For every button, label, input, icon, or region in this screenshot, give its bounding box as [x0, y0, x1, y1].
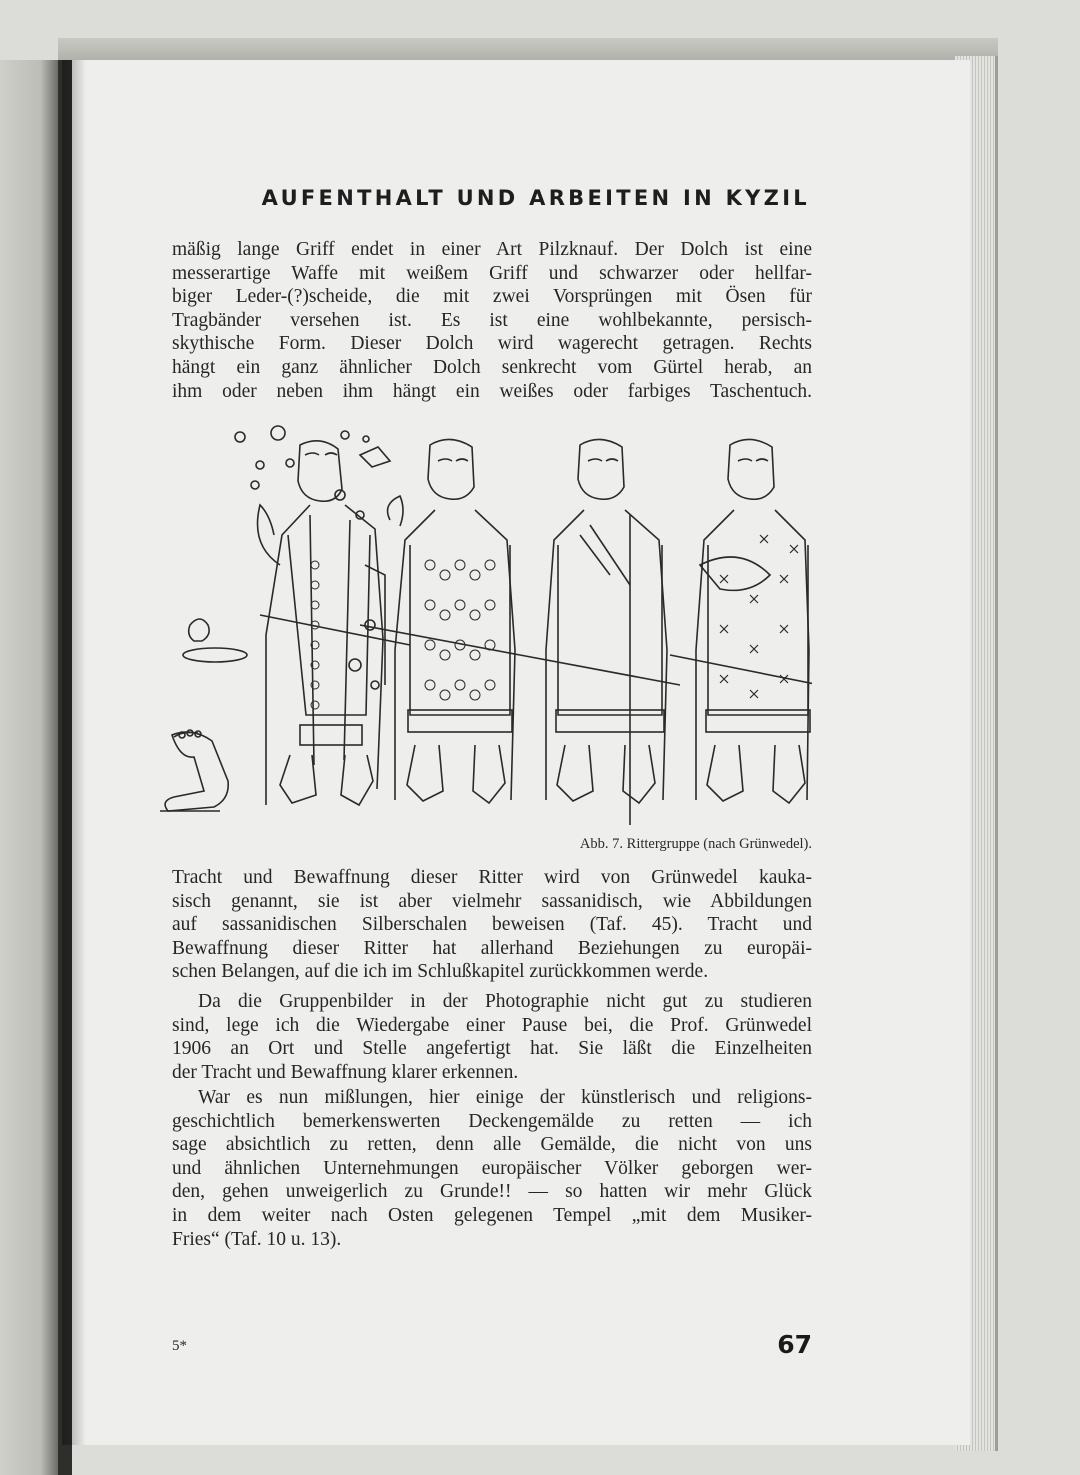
text-line: ihm oder neben ihm hängt ein weißes oder farbiges Taschentuch.: [172, 380, 812, 402]
paragraph-top: [172, 238, 812, 403]
knights-illustration: [160, 425, 812, 825]
text-line: sage absichtlich zu retten, denn alle Gemälde, die nicht von uns: [172, 1134, 812, 1156]
text-line: Fries“ (Taf. 10 u. 13).: [172, 1228, 342, 1250]
text-line: in dem weiter nach Osten gelegenen Tempel „mit dem Musiker-: [172, 1204, 812, 1226]
knight-figure-3: [520, 439, 680, 825]
running-head: AUFENTHALT UND ARBEITEN IN KYZIL: [261, 186, 810, 210]
text-line: geschichtlich bemerkenswerten Deckengemälde zu retten — ich: [172, 1110, 812, 1132]
figure-caption: Abb. 7. Rittergruppe (nach Grünwedel).: [579, 836, 812, 852]
text-line: Tracht und Bewaffnung dieser Ritter wird von Grünwedel kauka-: [172, 867, 812, 888]
paragraph-3: [172, 1086, 812, 1251]
text-line: skythische Form. Dieser Dolch wird wagerecht getragen. Rechts: [172, 333, 812, 355]
text-line: auf sassanidischen Silberschalen beweisen (Taf. 45). Tracht und: [172, 914, 812, 936]
text-line: Bewaffnung dieser Ritter hat allerhand Beziehungen zu europäi-: [172, 937, 812, 959]
text-line: und ähnlichen Unternehmungen europäischer Völker geborgen wer-: [172, 1157, 812, 1179]
text-line: hängt ein ganz ähnlicher Dolch senkrecht vom Gürtel herab, an: [172, 356, 812, 378]
knight-figure-2: [360, 439, 520, 803]
page-number: 67: [777, 1330, 812, 1359]
text-line: schen Belangen, auf die ich im Schlußkapitel zurückkommen werde.: [172, 961, 709, 983]
text-line: 1906 an Ort und Stelle angefertigt hat. Sie läßt die Einzelheiten: [172, 1038, 812, 1060]
text-line: War es nun mißlungen, hier einige der künstlerisch und religions-: [198, 1087, 812, 1108]
paragraph-2: [172, 990, 812, 1084]
text-line: mäßig lange Griff endet in einer Art Pilzknauf. Der Dolch ist eine: [172, 239, 812, 260]
paragraph-1: [172, 866, 812, 984]
text-line: biger Leder-(?)scheide, die mit zwei Vorsprüngen mit Ösen für: [172, 286, 812, 308]
facing-page-edge: [0, 60, 58, 1475]
text-line: sind, lege ich die Wiedergabe einer Pause bei, die Prof. Grünwedel: [172, 1014, 812, 1036]
text-line: den, gehen unweigerlich zu Grunde!! — so hatten wir mehr Glück: [172, 1181, 812, 1203]
text-line: Da die Gruppenbilder in der Photographie nicht gut zu studieren: [198, 991, 812, 1012]
text-line: der Tracht und Bewaffnung klarer erkennen.: [172, 1061, 519, 1083]
kneeling-servant-figure: [165, 619, 247, 811]
text-line: messerartige Waffe mit weißem Griff und schwarzer oder hellfar-: [172, 262, 812, 284]
signature-mark: 5*: [172, 1338, 187, 1354]
knight-figure-4: [670, 439, 812, 803]
spine-shadow: [62, 60, 86, 1445]
knight-figure-1: [235, 426, 410, 805]
text-line: sisch genannt, sie ist aber vielmehr sassanidisch, wie Abbildungen: [172, 890, 812, 912]
text-line: Tragbänder versehen ist. Es ist eine wohlbekannte, persisch-: [172, 309, 812, 331]
